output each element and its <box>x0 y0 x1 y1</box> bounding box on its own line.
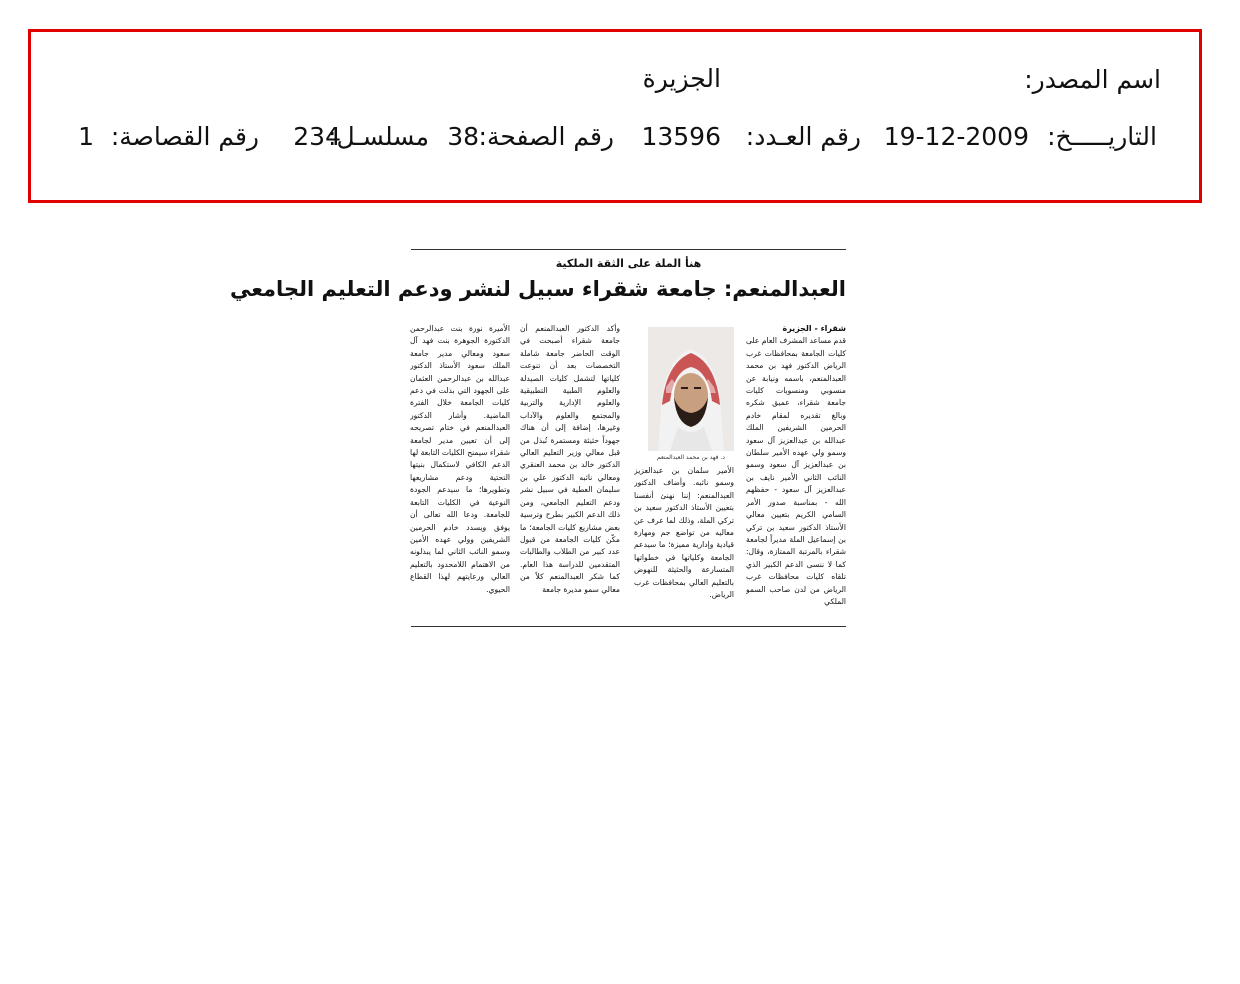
article-column-1 <box>746 323 846 619</box>
article-column-3 <box>520 323 620 619</box>
column-2-text: الأمير سلمان بن عبدالعزيز وسمو نائبه. وأضاف الدكتور العبدالمنعم: إننا نهنئ أنفسنا بتعيين الأستاذ الدكتور سعيد بن تركي الملة، وذلك لما عرف عن معاليه من تواضع جم ومهارة قيادية وإدارية مميزة؛ ما سيدعم الجامعة وكلياتها في خطواتها المتسارعة والحثيثة للنهوض بالتعليم العالي بمحافظات غرب الرياض. <box>634 466 734 600</box>
article-kicker: هنأ الملة على الثقة الملكية <box>555 257 702 270</box>
clip-number-label: رقم القصاصة: <box>110 122 259 151</box>
newspaper-clipping <box>229 249 846 627</box>
date-label: التاريـــــخ: <box>1047 122 1157 151</box>
author-photo <box>648 327 734 451</box>
page-value: 38 <box>447 122 479 151</box>
issue-label: رقم العـدد: <box>745 122 861 151</box>
article-headline: العبدالمنعم: جامعة شقراء سبيل لنشر ودعم التعليم الجامعي <box>229 277 846 301</box>
top-rule <box>411 249 846 250</box>
clip-number-value: 1 <box>78 122 94 151</box>
portrait-illustration <box>648 327 734 451</box>
column-1-text: قدم مساعد المشرف العام على كليات الجامعة بمحافظات غرب الرياض الدكتور فهد بن محمد العبدالمنعم، باسمه ونيابة عن منسوبي ومنسوبات كليات جامعة شقراء، عميق شكره وبالغ تقديره لمقام خادم الحرمين الشريفين الملك عبدالله بن عبدالعزيز آل سعود وسمو ولي عهده الأمير سلطان بن عبدالعزيز آل سعود وسمو النائب الثاني الأمير نايف بن عبدالعزيز آل سعود - حفظهم الله - بمناسبة صدور الأمر السامي الكريم بتعيين معالي الأستاذ الدكتور سعيد بن تركي بن إسماعيل الملة مديراً لجامعة شقراء بالمرتبة الممتازة، وقال: كما لا ننسى الدعم الكبير الذي تلقاه كليات محافظات غرب الرياض من لدن صاحب السمو الملكي <box>746 336 846 606</box>
article-dateline: شقراء - الجزيرة <box>782 324 846 333</box>
column-3-text: وأكد الدكتور العبدالمنعم أن جامعة شقراء أصبحت في الوقت الحاضر جامعة شاملة التخصصات بعد أن تنوعت كلياتها لتشمل كليات الصيدلة والعلوم الطبية التطبيقية والعلوم الإدارية والتربية والمجتمع والعلوم والآداب وغيرها، إضافة إلى أن هناك جهوداً حثيثة ومستمرة تُبذل من قبل معالي وزير التعليم العالي الدكتور خالد بن محمد العنقري ومعالي نائبه الدكتور علي بن سليمان العطية في سبيل نشر ودعم التعليم الجامعي، ومن ذلك الدعم الكبير بطرح وترسية بعض مشاريع كليات الجامعة؛ ما مكّن كليات الجامعة من قبول عدد كبير من الطلاب والطالبات المتقدمين للدراسة هذا العام. كما شكر العبدالمنعم كلاً من معالي سمو مديرة جامعة <box>520 324 620 594</box>
clipping-metadata-box <box>28 29 1202 203</box>
issue-value: 13596 <box>641 122 721 151</box>
page-label: رقم الصفحة: <box>478 122 614 151</box>
source-value: الجزيرة <box>642 64 721 93</box>
photo-caption: د. فهد بن محمد العبدالمنعم <box>657 454 725 461</box>
article-column-4 <box>410 323 510 619</box>
column-4-text: الأميرة نورة بنت عبدالرحمن الدكتورة الجوهرة بنت فهد آل سعود ومعالي مدير جامعة الملك سعود الأستاذ الدكتور عبدالله بن عبدالرحمن العثمان على الجهود التي بذلت في دعم كليات الجامعة خلال الفترة الماضية. وأشار الدكتور العبدالمنعم في ختام تصريحه إلى أن تعيين مدير لجامعة شقراء سيمنح الكليات التابعة لها الدعم الكافي لاستكمال بنيتها التحتية ودعم مشاريعها وتطويرها؛ ما سيدعم الجودة النوعية في الكليات التابعة للجامعة. ودعا الله تعالى أن يوفق ويسدد خادم الحرمين الشريفين وولي عهده الأمين وسمو النائب الثاني لما يبذلونه من الاهتمام اللامحدود بالتعليم العالي ورعايتهم لهذا القطاع الحيوي. <box>410 324 510 594</box>
bottom-rule <box>411 626 846 627</box>
source-label: اسم المصدر: <box>1024 65 1161 94</box>
date-value: 19-12-2009 <box>883 122 1029 151</box>
serial-value: 234 <box>293 122 341 151</box>
article-column-2 <box>634 465 734 619</box>
serial-label: مسلسـل: <box>328 122 429 151</box>
